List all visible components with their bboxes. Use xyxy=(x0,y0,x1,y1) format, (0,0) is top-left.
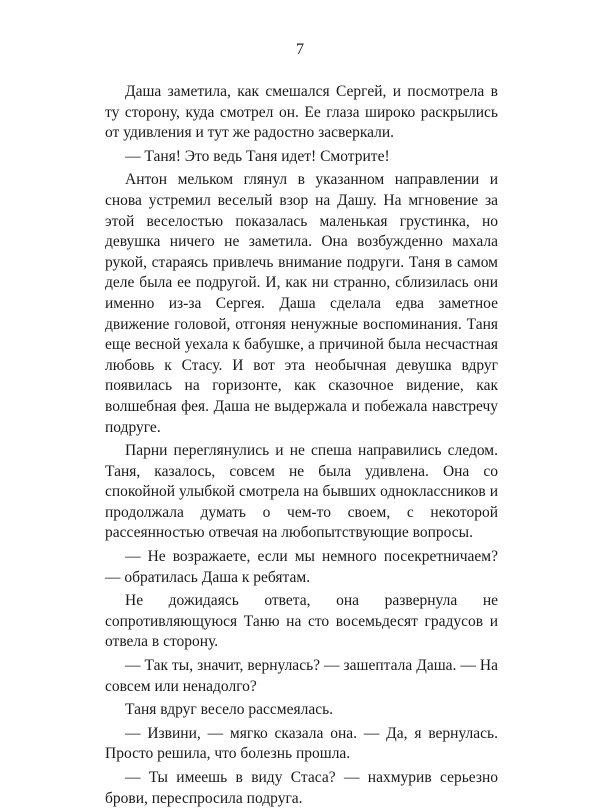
page-number: 7 xyxy=(296,41,304,58)
paragraph: — Не возражаете, если мы немного посекретничаем? — обратилась Даша к ребятам. xyxy=(105,548,498,586)
paragraph: Таня вдруг весело рассмеялась. xyxy=(125,701,334,719)
paragraph: Даша заметила, как смешался Сергей, и посмотрела в ту сторону, куда смотрел он. Ее глаза широко раскрылись от удивления и тут же радостно засверкали. xyxy=(105,83,498,142)
paragraph: — Ты имеешь в виду Стаса? — нахмурив серьезно брови, переспросила подруга. xyxy=(105,769,498,807)
paragraph: — Таня! Это ведь Таня идет! Смотрите! xyxy=(125,147,390,165)
paragraph: Антон мельком глянул в указанном направлении и снова устремил веселый взор на Дашу. На мгновение за этой веселостью показалась маленькая грустинка, но девушка ничего не заметила. Она возбужденно махала рукой, стараясь привлечь внимание подруги. Таня в самом деле была ее подругой. И, как ни странно, сблизилась они именно из-за Сергея. Даша сделала едва заметное движение головой, отгоняя ненужные воспоминания. Таня еще весной уехала к бабушке, а причиной была несчастная любовь к Стасу. И вот эта необычная девушка вдруг появилась на горизонте, как сказочное видение, как волшебная фея. Даша не выдержала и побежала навстречу подруге. xyxy=(105,171,498,436)
paragraph: Не дожидаясь ответа, она развернула не сопротивляющуюся Таню на сто восемьдесят градусов и отвела в сторону. xyxy=(105,592,498,651)
paragraph: — Извини, — мягко сказала она. — Да, я вернулась. Просто решила, что болезнь прошла. xyxy=(105,724,498,763)
paragraph: Парни переглянулись и не спеша направились следом. Таня, казалось, совсем не была удивлена. Она со спокойной улыбкой смотрела на бывших одноклассников и продолжала думать о чем-то своем, с некоторой рассеянностью отвечая на любопытствующие вопросы. xyxy=(105,442,498,542)
paragraph: — Так ты, значит, вернулась? — зашептала Даша. — На совсем или ненадолго? xyxy=(105,657,498,695)
body-text xyxy=(105,82,498,812)
